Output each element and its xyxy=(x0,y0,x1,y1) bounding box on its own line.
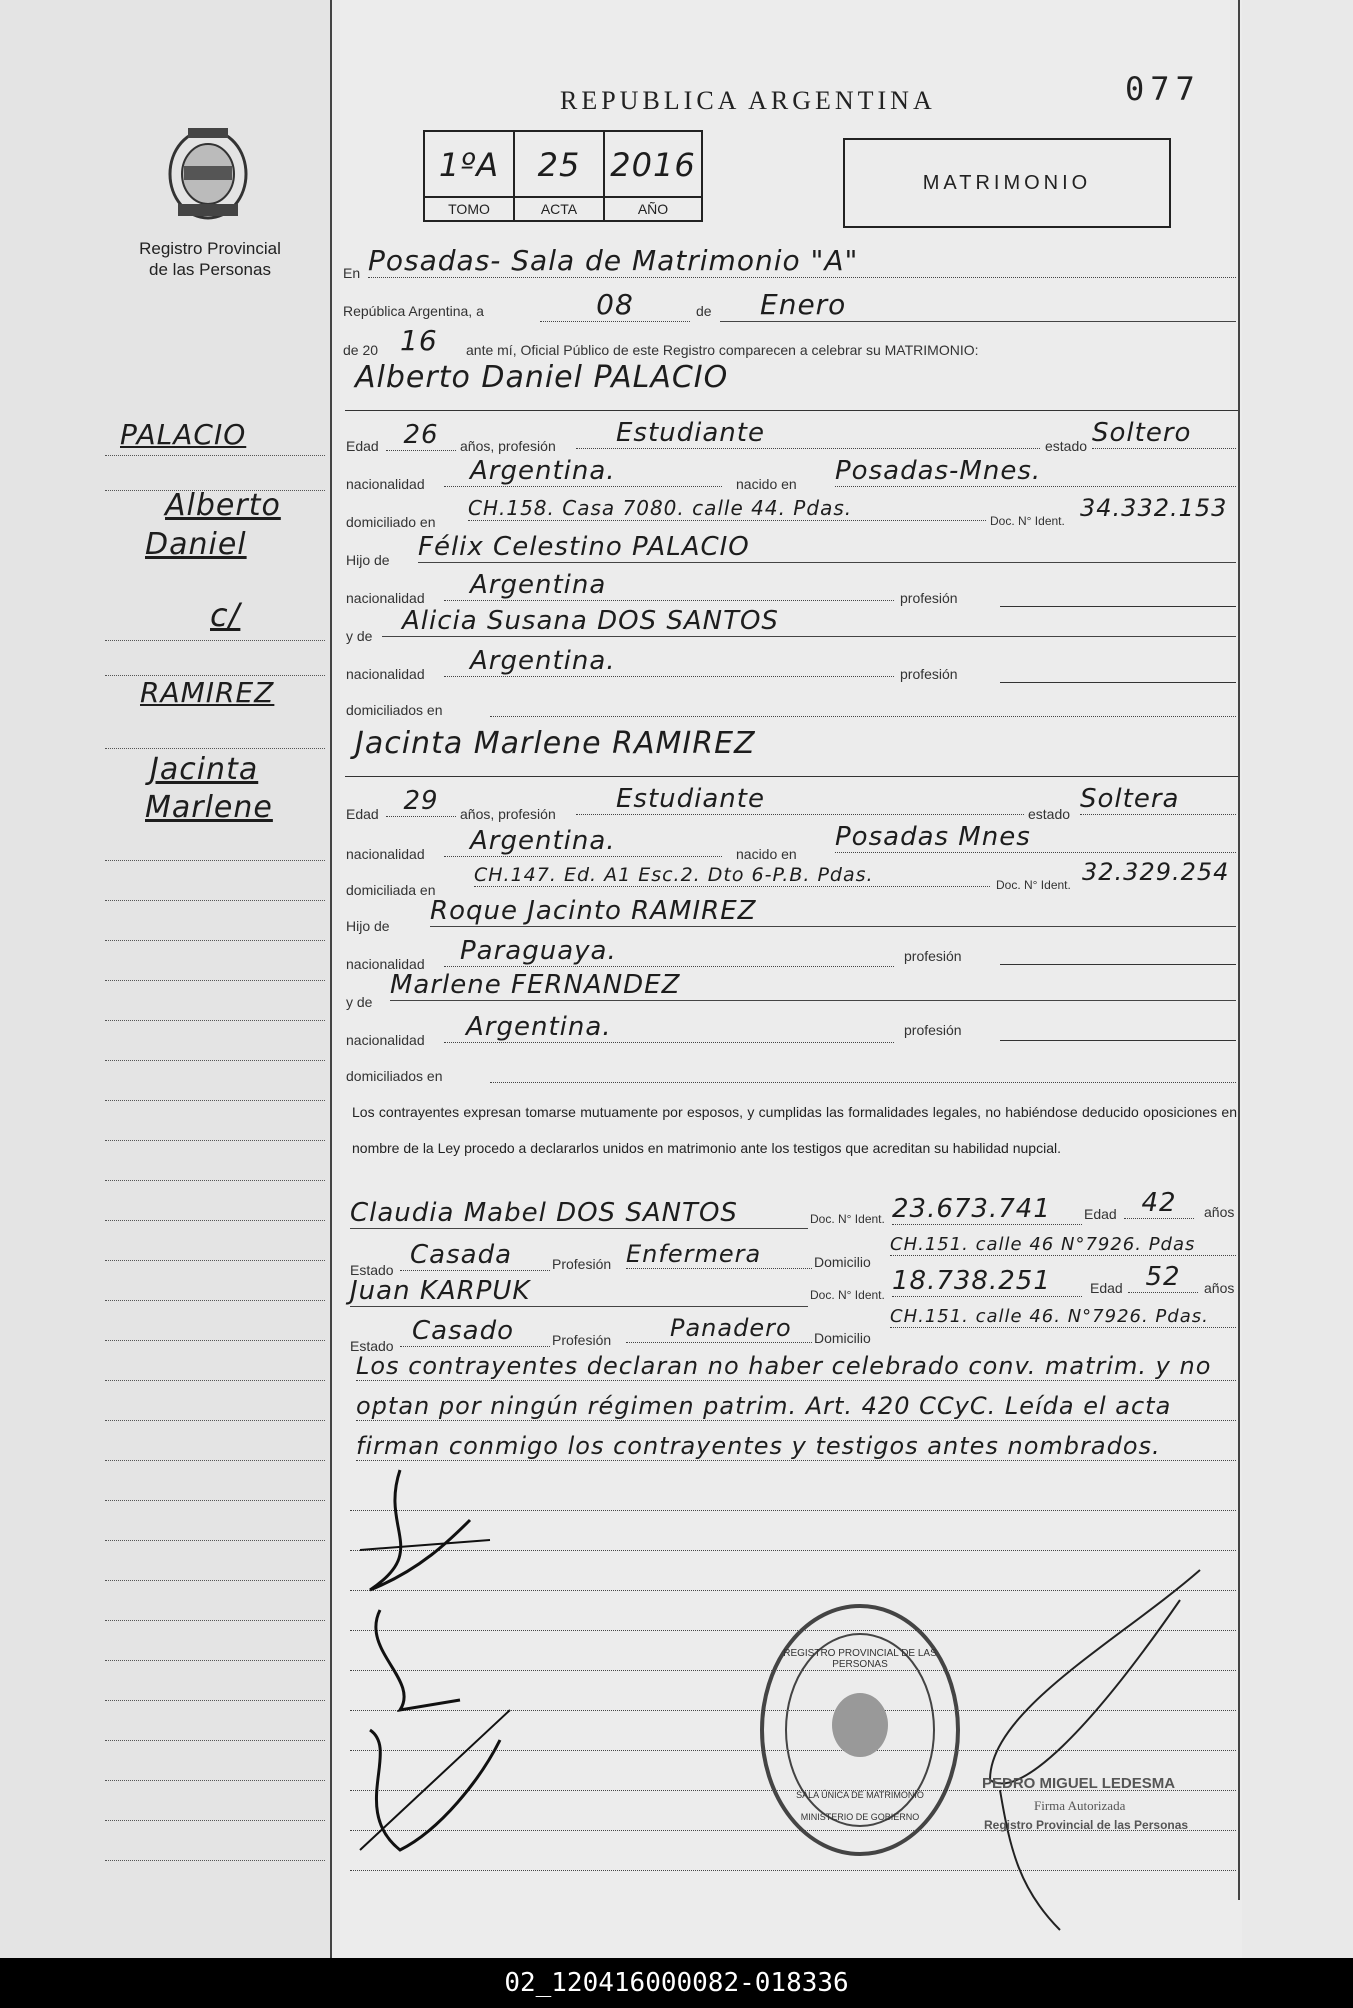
agency-name xyxy=(110,238,310,280)
testigo1-nombre: Claudia Mabel DOS SANTOS xyxy=(350,1198,808,1229)
c2-madre: Marlene FERNANDEZ xyxy=(390,970,1236,1001)
anio-value: 2016 xyxy=(610,146,696,184)
t1-edad-label: Edad xyxy=(1084,1206,1117,1222)
margin-rule xyxy=(105,1820,325,1821)
c2-domiciliados-line xyxy=(490,1082,1236,1083)
lugar-value: Posadas- Sala de Matrimonio "A" xyxy=(368,244,1236,278)
c1-madre-nac: Argentina. xyxy=(444,646,894,677)
officer-signature xyxy=(960,1560,1220,1940)
c1-edad-label: Edad xyxy=(346,438,379,454)
testigo2-nombre: Juan KARPUK xyxy=(350,1276,808,1307)
c1-padre-nac-label: nacionalidad xyxy=(346,590,425,606)
margin-entry-4: c/ xyxy=(210,596,241,634)
tomo-label: TOMO xyxy=(425,196,513,220)
section-divider xyxy=(345,410,1238,411)
margin-rule xyxy=(105,490,325,491)
c1-domiciliados-line xyxy=(490,716,1236,717)
c1-nacionalidad: Argentina. xyxy=(444,456,722,487)
margin-rule xyxy=(105,748,325,749)
margin-rule xyxy=(105,980,325,981)
t1-doc-label: Doc. N° Ident. xyxy=(810,1212,885,1226)
c1-nacido: Posadas-Mnes. xyxy=(835,456,1236,487)
c2-profesion: Estudiante xyxy=(576,784,1024,815)
anio-label: AÑO xyxy=(605,196,701,220)
t2-doc: 18.738.251 xyxy=(892,1266,1082,1297)
margin-entry-3: Daniel xyxy=(145,527,247,562)
officer-name: PEDRO MIGUEL LEDESMA xyxy=(982,1775,1176,1792)
margin-rule xyxy=(105,1620,325,1621)
officer-org: Registro Provincial de las Personas xyxy=(984,1818,1189,1832)
c2-hijo-label: Hijo de xyxy=(346,918,390,934)
c1-anios-prof-label: años, profesión xyxy=(460,438,556,454)
de-label: de xyxy=(696,303,712,319)
margin-rule xyxy=(105,1740,325,1741)
c1-madre: Alicia Susana DOS SANTOS xyxy=(382,606,1236,637)
c2-edad-label: Edad xyxy=(346,806,379,822)
contrayente2-nombre: Jacinta Marlene RAMIREZ xyxy=(355,726,756,761)
c1-padre: Félix Celestino PALACIO xyxy=(418,532,1236,563)
margin-entry-7: Marlene xyxy=(145,790,273,825)
t1-anios-label: años xyxy=(1204,1204,1235,1220)
c2-padre-nac: Paraguaya. xyxy=(444,936,894,967)
c2-nacido: Posadas Mnes xyxy=(835,822,1236,853)
margin-rule xyxy=(105,1300,325,1301)
dia-value: 08 xyxy=(540,288,690,322)
declaracion-text: Los contrayentes expresan tomarse mutuamente por esposos, y cumplidas las formalidades legales, no habiéndose deducido oposiciones en nombre de la Ley procedo a declararlos unidos en matrimonio ante los testigos que acreditan su habilidad nupcial. xyxy=(352,1104,1237,1156)
anio-cell xyxy=(605,132,701,220)
c1-doc: 34.332.153 xyxy=(1080,494,1228,522)
document-id-footer: 02_120416000082-018336 xyxy=(0,1958,1353,2008)
c1-nac-label: nacionalidad xyxy=(346,476,425,492)
c2-estado-label: estado xyxy=(1028,806,1071,822)
t1-domicilio: CH.151. calle 46 N°7926. Pdas xyxy=(890,1234,1236,1256)
margin-rule xyxy=(105,1340,325,1341)
c2-madre-nac: Argentina. xyxy=(444,1012,894,1043)
blank-line xyxy=(1000,1040,1236,1041)
margin-rule xyxy=(105,1780,325,1781)
margin-entry-6: Jacinta xyxy=(150,752,259,787)
c2-nacionalidad: Argentina. xyxy=(444,826,722,857)
margin-rule xyxy=(105,1700,325,1701)
margin-rule xyxy=(105,1660,325,1661)
t2-edad-label: Edad xyxy=(1090,1280,1123,1296)
margin-entry-2: Alberto xyxy=(165,488,281,523)
anio-suffix: 16 xyxy=(400,324,438,357)
republica-label: República Argentina, a xyxy=(343,303,484,319)
t1-doc: 23.673.741 xyxy=(892,1194,1082,1225)
t2-domicilio: CH.151. calle 46. N°7926. Pdas. xyxy=(890,1306,1236,1328)
t2-estado-label: Estado xyxy=(350,1338,394,1354)
c2-yde-label: y de xyxy=(346,994,373,1010)
seal-text-side: SALA ÚNICA DE MATRIMONIO xyxy=(796,1790,924,1800)
c2-nacido-label: nacido en xyxy=(736,846,797,862)
t1-estado-label: Estado xyxy=(350,1262,394,1278)
c2-madre-prof-label: profesión xyxy=(904,1022,962,1038)
c1-edad: 26 xyxy=(386,420,456,451)
country-title: REPUBLICA ARGENTINA xyxy=(560,86,936,115)
agency-line-1: Registro Provincial xyxy=(139,239,281,258)
c1-madre-nac-label: nacionalidad xyxy=(346,666,425,682)
t1-edad: 42 xyxy=(1124,1188,1194,1219)
section-divider xyxy=(345,776,1238,777)
tomo-cell xyxy=(425,132,515,220)
blank-line xyxy=(1000,682,1236,683)
c2-domicilio: CH.147. Ed. A1 Esc.2. Dto 6-P.B. Pdas. xyxy=(474,864,990,887)
margin-rule xyxy=(105,900,325,901)
c1-padre-prof-label: profesión xyxy=(900,590,958,606)
t1-profesion-label: Profesión xyxy=(552,1256,612,1272)
margin-rule xyxy=(105,1860,325,1861)
observacion-line-3: firman conmigo los contrayentes y testigos antes nombrados. xyxy=(356,1432,1236,1461)
contrayente1-nombre: Alberto Daniel PALACIO xyxy=(355,360,729,395)
c1-doc-label: Doc. N° Ident. xyxy=(990,514,1065,528)
mes-value: Enero xyxy=(720,288,1236,322)
margin-entry-1: PALACIO xyxy=(120,418,247,451)
margin-rule xyxy=(105,1060,325,1061)
ante-text: ante mí, Oficial Público de este Registro comparecen a celebrar su MATRIMONIO: xyxy=(466,342,979,358)
c2-madre-nac-label: nacionalidad xyxy=(346,1032,425,1048)
margin-rule xyxy=(105,640,325,641)
c1-domicilio: CH.158. Casa 7080. calle 44. Pdas. xyxy=(468,496,986,521)
c1-nacido-label: nacido en xyxy=(736,476,797,492)
margin-rule xyxy=(105,1460,325,1461)
margin-rule xyxy=(105,1180,325,1181)
record-type-box: MATRIMONIO xyxy=(843,138,1171,228)
margin-rule xyxy=(105,455,325,456)
margin-rule xyxy=(105,1380,325,1381)
tomo-acta-anio-box xyxy=(423,130,703,222)
right-border-rule xyxy=(1238,0,1240,1900)
c1-domiciliados-label: domiciliados en xyxy=(346,702,443,718)
margin-rule xyxy=(105,1420,325,1421)
margin-entry-5: RAMIREZ xyxy=(140,676,275,709)
c1-padre-nac: Argentina xyxy=(444,570,894,601)
folio-number: 077 xyxy=(1125,70,1201,108)
margin-rule xyxy=(105,1580,325,1581)
margin-rule xyxy=(105,1140,325,1141)
observacion-line-2: optan por ningún régimen patrim. Art. 420 CCyC. Leída el acta xyxy=(356,1392,1236,1421)
margin-rule xyxy=(105,675,325,676)
province-emblem-icon xyxy=(162,122,254,222)
c1-estado: Soltero xyxy=(1092,418,1236,449)
left-margin-column xyxy=(0,0,330,1958)
en-label: En xyxy=(343,265,361,281)
anio-prefix: de 20 xyxy=(343,342,379,358)
blank-line xyxy=(1000,964,1236,965)
t1-profesion: Enfermera xyxy=(626,1240,812,1269)
t2-estado: Casado xyxy=(400,1316,550,1347)
c2-nac-label: nacionalidad xyxy=(346,846,425,862)
c2-dom-label: domiciliada en xyxy=(346,882,436,898)
margin-rule xyxy=(105,1100,325,1101)
t1-estado: Casada xyxy=(400,1240,550,1271)
margin-rule xyxy=(105,1260,325,1261)
c2-domiciliados-label: domiciliados en xyxy=(346,1068,443,1084)
c1-hijo-label: Hijo de xyxy=(346,552,390,568)
c1-yde-label: y de xyxy=(346,628,373,644)
observacion-line-1: Los contrayentes declaran no haber celebrado conv. matrim. y no xyxy=(356,1352,1236,1381)
margin-rule xyxy=(105,1500,325,1501)
c2-doc: 32.329.254 xyxy=(1082,858,1230,886)
c2-padre: Roque Jacinto RAMIREZ xyxy=(430,896,1236,927)
t1-domicilio-label: Domicilio xyxy=(814,1254,871,1270)
c2-padre-prof-label: profesión xyxy=(904,948,962,964)
c2-padre-nac-label: nacionalidad xyxy=(346,956,425,972)
agency-line-2: de las Personas xyxy=(149,260,271,279)
margin-rule xyxy=(105,860,325,861)
acta-label: ACTA xyxy=(515,196,603,220)
c1-madre-prof-label: profesión xyxy=(900,666,958,682)
margin-rule xyxy=(105,1220,325,1221)
t2-profesion: Panadero xyxy=(626,1314,812,1343)
margin-rule xyxy=(105,1020,325,1021)
t2-doc-label: Doc. N° Ident. xyxy=(810,1288,885,1302)
t2-profesion-label: Profesión xyxy=(552,1332,612,1348)
t2-edad: 52 xyxy=(1128,1262,1198,1293)
acta-value: 25 xyxy=(537,146,581,184)
c2-edad: 29 xyxy=(386,786,456,817)
seal-text-bottom: MINISTERIO DE GOBIERNO xyxy=(800,1812,920,1822)
margin-rule xyxy=(105,940,325,941)
c1-dom-label: domiciliado en xyxy=(346,514,436,530)
party-signatures xyxy=(340,1450,540,1870)
margin-rule xyxy=(105,1540,325,1541)
seal-text-top: REGISTRO PROVINCIAL DE LAS PERSONAS xyxy=(783,1648,937,1670)
c1-profesion: Estudiante xyxy=(576,418,1040,449)
officer-title: Firma Autorizada xyxy=(1034,1798,1126,1813)
c2-estado: Soltera xyxy=(1080,784,1236,815)
t2-anios-label: años xyxy=(1204,1280,1235,1296)
tomo-value: 1ºA xyxy=(438,146,500,184)
c1-estado-label: estado xyxy=(1045,438,1088,454)
acta-cell xyxy=(515,132,605,220)
t2-domicilio-label: Domicilio xyxy=(814,1330,871,1346)
c2-doc-label: Doc. N° Ident. xyxy=(996,878,1071,892)
c2-anios-prof-label: años, profesión xyxy=(460,806,556,822)
